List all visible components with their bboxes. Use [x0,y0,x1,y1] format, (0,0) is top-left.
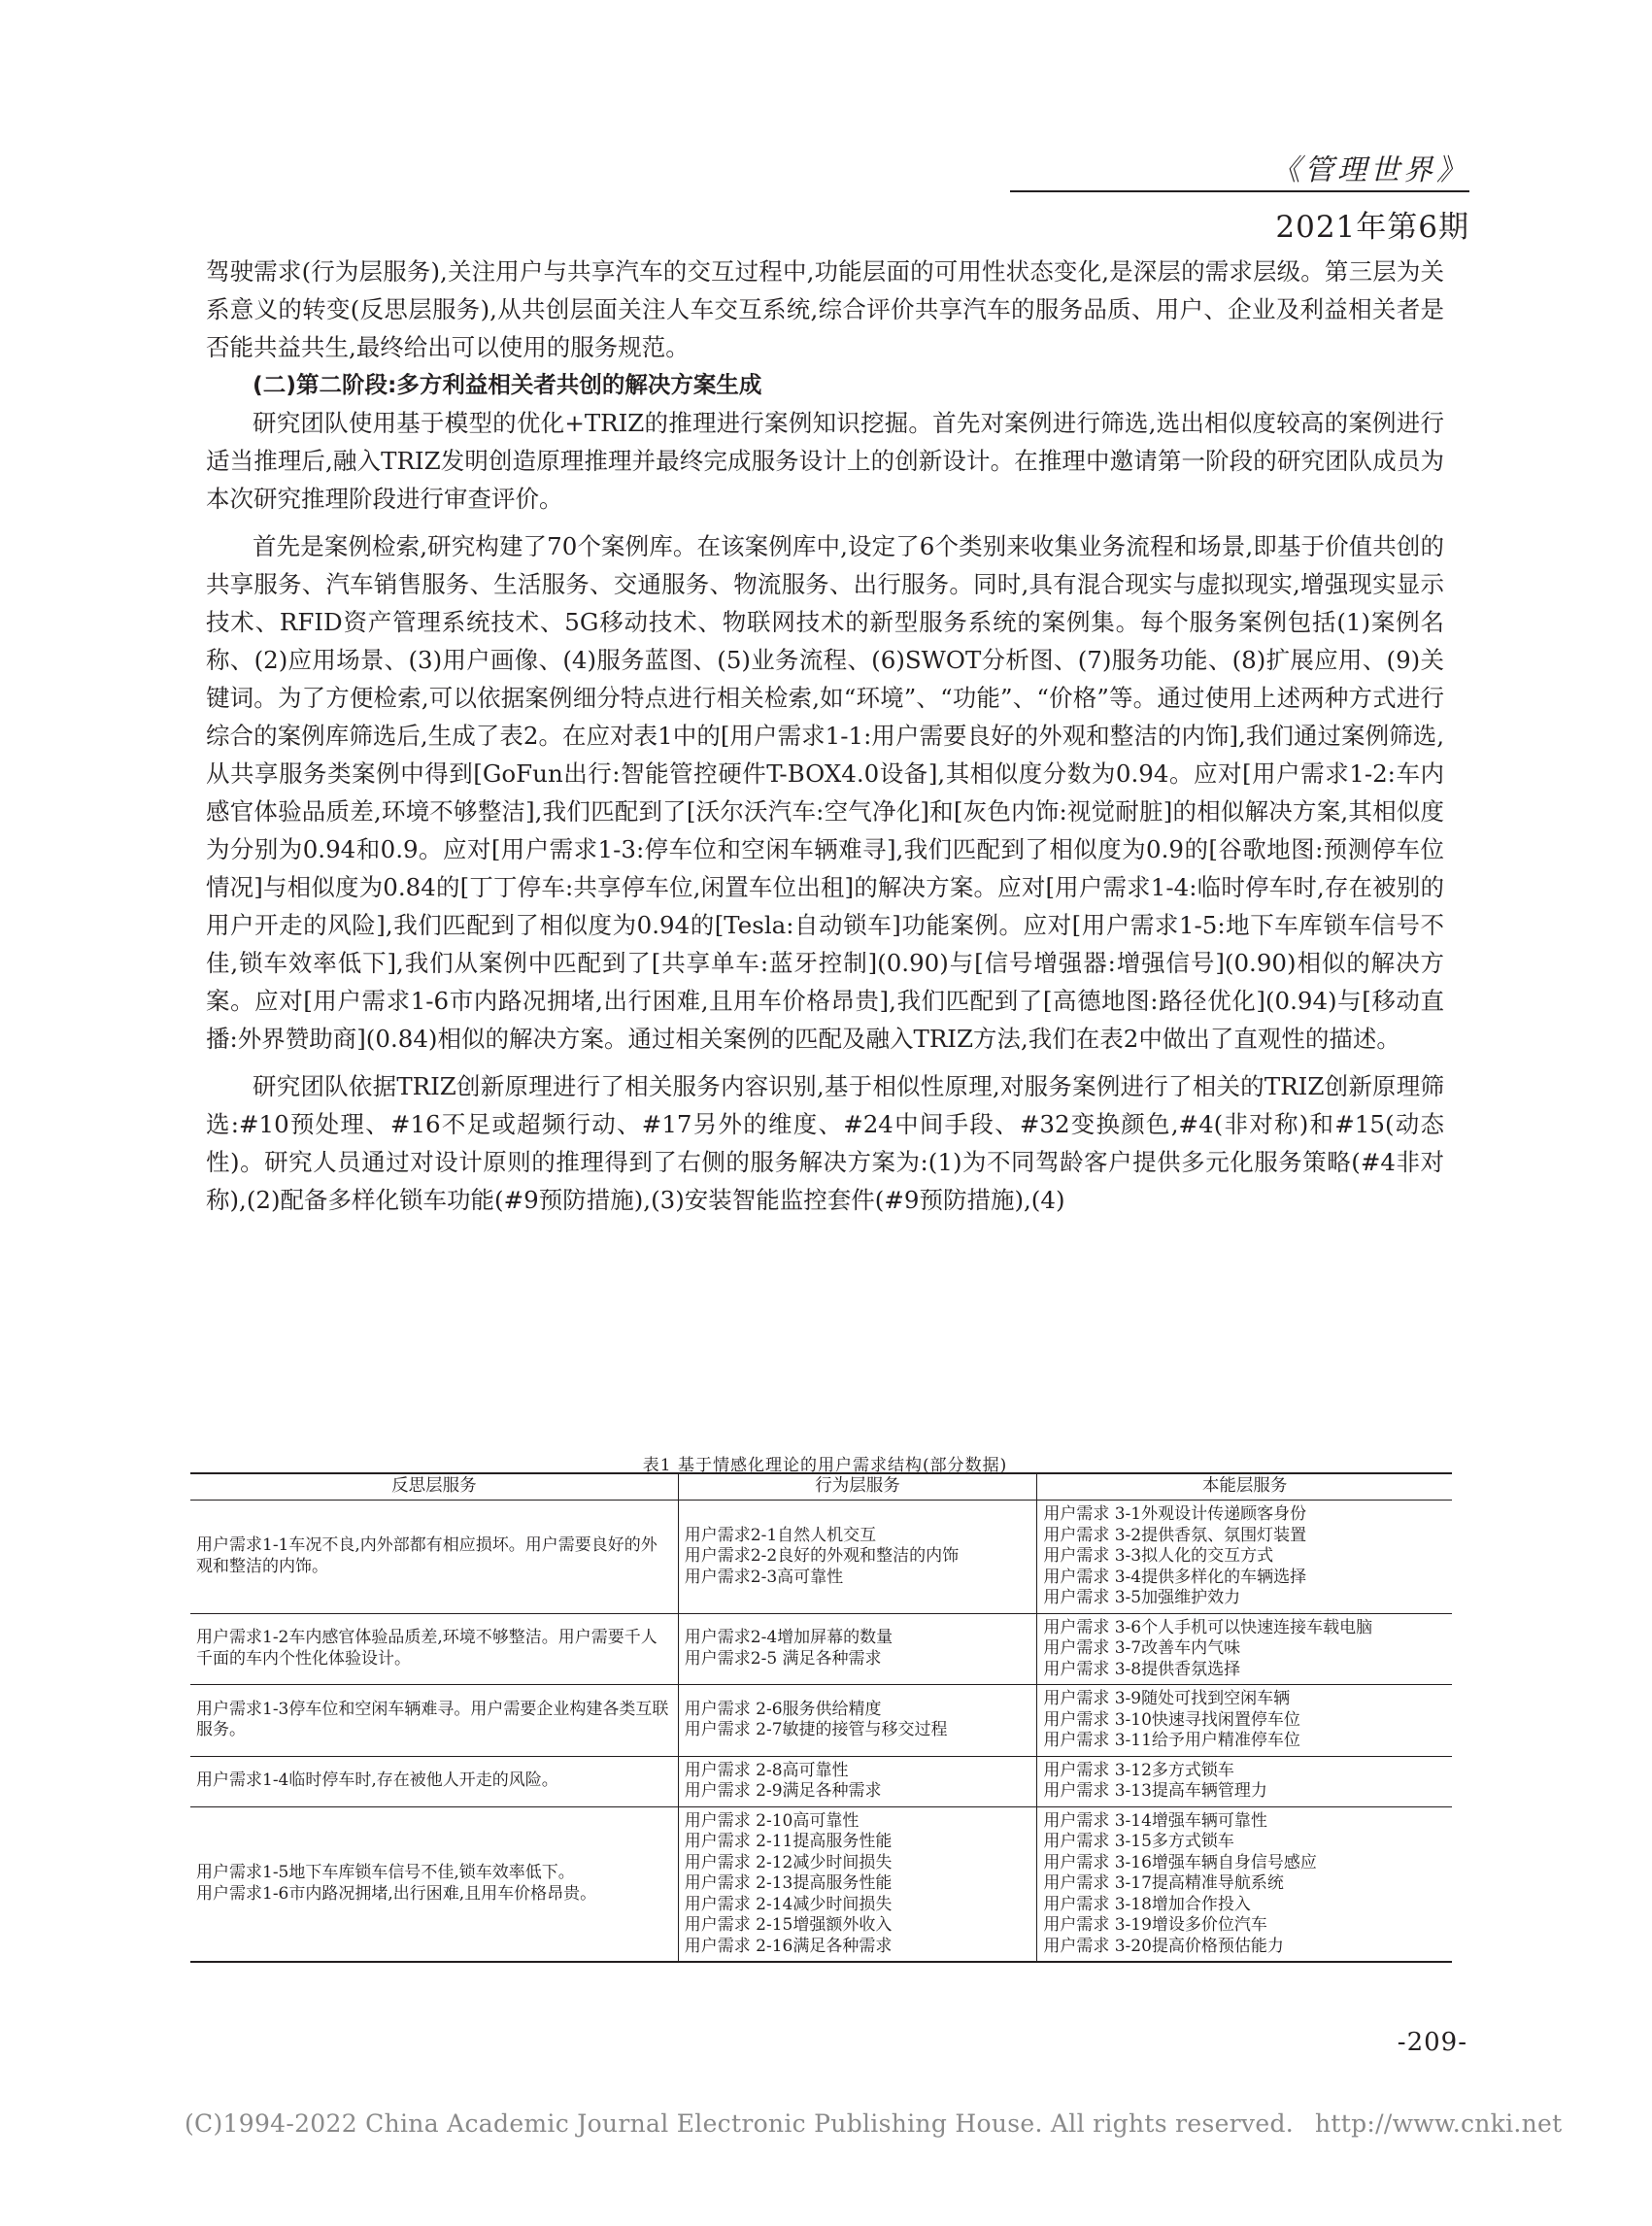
cell-text: 用户需求 3-5加强维护效力 [1043,1588,1241,1607]
cell-visceral [1037,1685,1452,1757]
table-row [190,1685,1452,1757]
cell-text: 用户需求 3-19增设多价位汽车 [1043,1915,1267,1935]
cell-text: 用户需求 3-13提高车辆管理力 [1043,1781,1267,1801]
paragraph-2: 研究团队使用基于模型的优化+TRIZ的推理进行案例知识挖掘。首先对案例进行筛选,选出相似度较高的案例进行适当推理后,融入TRIZ发明创造原理推理并最终完成服务设计上的创新设计。在推理中邀请第一阶段的研究团队成员为本次研究推理阶段进行审查评价。 [206,409,1444,513]
table-header-row [190,1473,1452,1501]
footer-url[interactable]: http://www.cnki.net [1315,2109,1563,2138]
footer [185,2109,1562,2138]
cell-reflective [190,1501,678,1614]
cell-text: 用户需求 2-12减少时间损失 [684,1852,893,1872]
cell-reflective [190,1613,678,1685]
cell-behavioral [678,1613,1037,1685]
cell-text: 用户需求 2-13提高服务性能 [684,1873,893,1893]
cell-text: 用户需求 3-10快速寻找闲置停车位 [1043,1709,1300,1730]
paragraph-3: 首先是案例检索,研究构建了70个案例库。在该案例库中,设定了6个类别来收集业务流程和场景,即基于价值共创的共享服务、汽车销售服务、生活服务、交通服务、物流服务、出行服务。同时,具有混合现实与虚拟现实,增强现实显示技术、RFID资产管理系统技术、5G移动技术、物联网技术的新型服务系统的案例集。每个服务案例包括(1)案例名称、(2)应用场景、(3)用户画像、(4)服务蓝图、(5)业务流程、(6)SWOT分析图、(7)服务功能、(8)扩展应用、(9)关键词。为了方便检索,可以依据案例细分特点进行相关检索,如“环境”、“功能”、“价格”等。通过使用上述两种方式进行综合的案例库筛选后,生成了表2。在应对表1中的[用户需求1-1:用户需要良好的外观和整洁的内饰],我们通过案例筛选,从共享服务类案例中得到[GoFun出行:智能管控硬件T-BOX4.0设备],其相似度分数为0.94。应对[用户需求1-2:车内感官体验品质差,环境不够整洁],我们匹配到了[沃尔沃汽车:空气净化]和[灰色内饰:视觉耐脏]的相似解决方案,其相似度为分别为0.94和0.9。应对[用户需求1-3:停车位和空闲车辆难寻],我们匹配到了相似度为0.9的[谷歌地图:预测停车位情况]与相似度为0.84的[丁丁停车:共享停车位,闲置车位出租]的解决方案。应对[用户需求1-4:临时停车时,存在被别的用户开走的风险],我们匹配到了相似度为0.94的[Tesla:自动锁车]功能案例。应对[用户需求1-5:地下车库锁车信号不佳,锁车效率低下],我们从案例中匹配到了[共享单车:蓝牙控制](0.90)与[信号增强器:增强信号](0.90)相似的解决方案。应对[用户需求1-6市内路况拥堵,出行困难,且用车价格昂贵],我们匹配到了[高德地图:路径优化](0.94)与[移动直播:外界赞助商](0.84)相似的解决方案。通过相关案例的匹配及融入TRIZ方法,我们在表2中做出了直观性的描述。 [206,532,1444,1053]
cell-text: 用户需求1-4临时停车时,存在被他人开走的风险。 [196,1771,558,1791]
header-behavioral: 行为层服务 [678,1473,1037,1501]
table-row [190,1501,1452,1614]
cell-text: 用户需求2-2良好的外观和整洁的内饰 [684,1546,960,1566]
cell-text: 用户需求1-5地下车库锁车信号不佳,锁车效率低下。 [196,1863,575,1883]
table-row [190,1613,1452,1685]
journal-title: 《管理世界》 [1271,153,1469,187]
header-reflective: 反思层服务 [190,1473,678,1501]
body-text [206,253,1444,1219]
cell-text: 用户需求 2-10高可靠性 [684,1810,860,1831]
cell-text: 用户需求 2-6服务供给精度 [684,1699,882,1719]
cell-text: 用户需求 3-14增强车辆可靠性 [1043,1810,1267,1831]
cell-behavioral [678,1806,1037,1962]
cell-text: 用户需求 3-9随处可找到空闲车辆 [1043,1689,1291,1708]
table-row [190,1806,1452,1962]
cell-text: 用户需求 3-7改善车内气味 [1043,1638,1241,1658]
cell-text: 用户需求1-2车内感官体验品质差,环境不够整洁。用户需要千人千面的车内个性化体验设计。 [196,1628,657,1669]
cell-behavioral [678,1685,1037,1757]
cell-visceral [1037,1501,1452,1614]
cell-behavioral [678,1501,1037,1614]
cell-text: 用户需求 3-18增加合作投入 [1043,1894,1251,1914]
cell-text: 用户需求 2-16满足各种需求 [684,1936,893,1956]
cell-reflective [190,1756,678,1806]
cell-text: 用户需求1-6市内路况拥堵,出行困难,且用车价格昂贵。 [196,1883,597,1904]
cell-behavioral [678,1756,1037,1806]
copyright-notice: (C)1994-2022 China Academic Journal Electronic Publishing House. All rights reserved. [185,2109,1294,2138]
page-number: -209- [1397,2028,1467,2057]
cell-text: 用户需求 2-8高可靠性 [684,1760,849,1780]
cell-text: 用户需求 3-6个人手机可以快速连接车载电脑 [1043,1617,1373,1637]
cell-reflective [190,1806,678,1962]
cell-text: 用户需求2-1自然人机交互 [684,1525,877,1545]
cell-text: 用户需求2-5 满足各种需求 [684,1648,882,1669]
cell-text: 用户需求 3-15多方式锁车 [1043,1832,1234,1851]
issue-label: 2021年第6期 [1275,210,1469,245]
header-visceral: 本能层服务 [1037,1473,1452,1501]
cell-text: 用户需求 3-16增强车辆自身信号感应 [1043,1852,1317,1872]
cell-text: 用户需求 3-11给予用户精准停车位 [1043,1731,1300,1750]
table-caption: 表1 基于情感化理论的用户需求结构(部分数据) [642,1456,1008,1475]
cell-text: 用户需求 3-3拟人化的交互方式 [1043,1546,1274,1566]
cell-text: 用户需求2-4增加屏幕的数量 [684,1628,893,1648]
cell-visceral [1037,1613,1452,1685]
cell-text: 用户需求1-3停车位和空闲车辆难寻。用户需要企业构建各类互联服务。 [196,1699,669,1740]
cell-text: 用户需求2-3高可靠性 [684,1567,844,1587]
cell-text: 用户需求 3-4提供多样化的车辆选择 [1043,1567,1307,1587]
cell-text: 用户需求 3-20提高价格预估能力 [1043,1936,1284,1956]
cell-text: 用户需求 3-1外观设计传递顾客身份 [1043,1504,1307,1524]
cell-visceral [1037,1756,1452,1806]
cell-text: 用户需求 2-14减少时间损失 [684,1894,893,1914]
cell-text: 用户需求 3-12多方式锁车 [1043,1760,1234,1780]
user-needs-table [190,1472,1452,1963]
cell-text: 用户需求 3-8提供香氛选择 [1043,1659,1241,1679]
cell-text: 用户需求 2-7敏捷的接管与移交过程 [684,1720,948,1740]
table-row [190,1756,1452,1806]
cell-text: 用户需求 2-11提高服务性能 [684,1832,893,1851]
cell-text: 用户需求 3-2提供香氛、氛围灯装置 [1043,1525,1307,1545]
section-heading: (二)第二阶段:多方利益相关者共创的解决方案生成 [253,371,762,398]
paragraph-1: 驾驶需求(行为层服务),关注用户与共享汽车的交互过程中,功能层面的可用性状态变化,是深层的需求层级。第三层为关系意义的转变(反思层服务),从共创层面关注人车交互系统,综合评价共享汽车的服务品质、用户、企业及利益相关者是否能共益共生,最终给出可以使用的服务规范。 [206,257,1444,361]
header-rule [1010,190,1469,192]
cell-reflective [190,1685,678,1757]
cell-text: 用户需求 2-15增强额外收入 [684,1915,893,1935]
cell-visceral [1037,1806,1452,1962]
paragraph-4: 研究团队依据TRIZ创新原理进行了相关服务内容识别,基于相似性原理,对服务案例进行了相关的TRIZ创新原理筛选:#10预处理、#16不足或超频行动、#17另外的维度、#24中间手段、#32变换颜色,#4(非对称)和#15(动态性)。研究人员通过对设计原则的推理得到了右侧的服务解决方案为:(1)为不同驾龄客户提供多元化服务策略(#4非对称),(2)配备多样化锁车功能(#9预防措施),(3)安装智能监控套件(#9预防措施),(4) [206,1072,1444,1214]
cell-text: 用户需求1-1车况不良,内外部都有相应损坏。用户需要良好的外观和整洁的内饰。 [196,1535,657,1576]
cell-text: 用户需求 2-9满足各种需求 [684,1781,882,1801]
cell-text: 用户需求 3-17提高精准导航系统 [1043,1873,1284,1893]
